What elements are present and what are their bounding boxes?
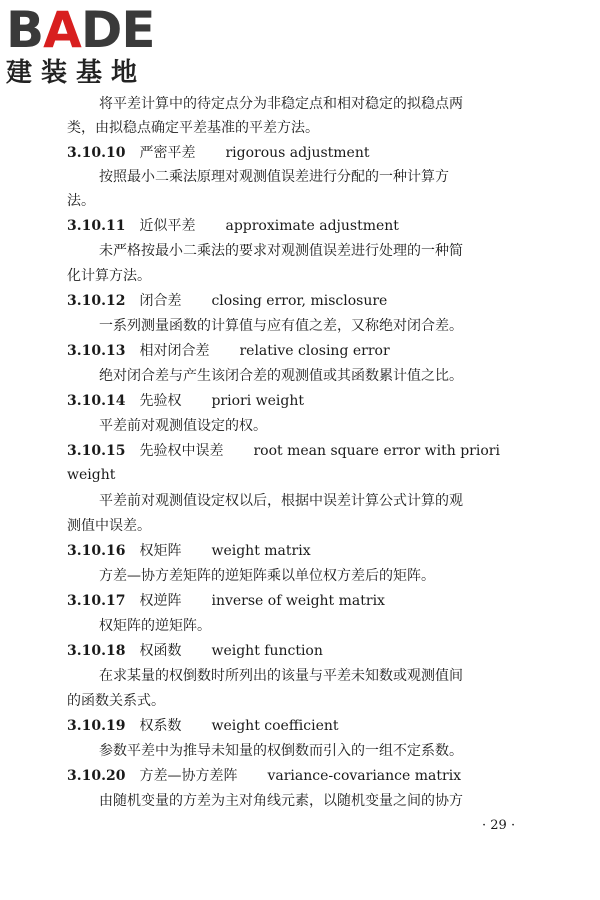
term-heading	[67, 340, 390, 362]
term-definition: 绝对闭合差与产生该闭合差的观测值或其函数累计值之比。	[99, 368, 463, 384]
term-heading	[67, 142, 369, 164]
term-heading	[67, 215, 399, 237]
term-number: 3.10.17	[67, 593, 126, 609]
term-heading	[67, 290, 387, 312]
intro-line-1: 将平差计算中的待定点分为非稳定点和相对稳定的拟稳点两	[99, 96, 463, 112]
term-chinese: 严密平差	[139, 145, 196, 161]
term-number: 3.10.19	[67, 718, 126, 734]
term-definition: 测值中误差。	[67, 518, 151, 534]
term-definition: 方差—协方差矩阵的逆矩阵乘以单位权方差后的矩阵。	[99, 568, 435, 584]
term-chinese: 权矩阵	[139, 543, 182, 559]
term-heading	[67, 590, 385, 612]
term-english: inverse of weight matrix	[211, 593, 385, 609]
brand-letter-b: B	[6, 1, 44, 59]
term-heading	[67, 640, 323, 662]
brand-letter-a: A	[43, 1, 81, 59]
term-definition: 未严格按最小二乘法的要求对观测值误差进行处理的一种简	[99, 243, 463, 259]
term-definition: 由随机变量的方差为主对角线元素，以随机变量之间的协方	[99, 793, 463, 809]
term-definition: 在求某量的权倒数时所列出的该量与平差未知数或观测值间	[99, 668, 463, 684]
term-heading	[67, 765, 461, 787]
term-chinese: 近似平差	[139, 218, 196, 234]
term-number: 3.10.13	[67, 343, 126, 359]
term-definition: 参数平差中为推导未知量的权倒数而引入的一组不定系数。	[99, 743, 463, 759]
term-chinese: 权逆阵	[139, 593, 182, 609]
term-english: rigorous adjustment	[225, 145, 370, 161]
term-chinese: 先验权	[139, 393, 182, 409]
term-chinese: 相对闭合差	[139, 343, 210, 359]
term-heading	[67, 440, 500, 462]
term-number: 3.10.10	[67, 145, 126, 161]
term-english: approximate adjustment	[225, 218, 399, 234]
term-english: priori weight	[211, 393, 304, 409]
intro-line-2: 类，由拟稳点确定平差基准的平差方法。	[67, 120, 319, 136]
term-chinese: 先验权中误差	[139, 443, 224, 459]
term-definition: 权矩阵的逆矩阵。	[99, 618, 211, 634]
term-chinese: 方差—协方差阵	[139, 768, 238, 784]
brand-subtitle: 建装基地	[6, 58, 147, 88]
term-english: weight coefficient	[211, 718, 339, 734]
term-definition: 一系列测量函数的计算值与应有值之差，又称绝对闭合差。	[99, 318, 463, 334]
term-number: 3.10.16	[67, 543, 126, 559]
term-english: variance-covariance matrix	[267, 768, 462, 784]
term-english: weight matrix	[211, 543, 311, 559]
term-number: 3.10.11	[67, 218, 126, 234]
brand-letters-de: DE	[80, 1, 155, 59]
term-definition: 平差前对观测值设定的权。	[99, 418, 267, 434]
term-heading	[67, 540, 311, 562]
term-english: relative closing error	[239, 343, 390, 359]
term-chinese: 权函数	[139, 643, 182, 659]
term-number: 3.10.15	[67, 443, 126, 459]
term-chinese: 闭合差	[139, 293, 182, 309]
term-english-continued: weight	[67, 467, 116, 483]
term-number: 3.10.18	[67, 643, 126, 659]
page-number: · 29 ·	[482, 818, 516, 833]
term-heading	[67, 390, 304, 412]
term-heading	[67, 715, 339, 737]
term-number: 3.10.20	[67, 768, 126, 784]
term-english: weight function	[211, 643, 323, 659]
term-definition: 平差前对观测值设定权以后，根据中误差计算公式计算的观	[99, 493, 463, 509]
term-definition: 按照最小二乘法原理对观测值误差进行分配的一种计算方	[99, 169, 449, 185]
term-definition: 法。	[67, 193, 95, 209]
term-definition: 化计算方法。	[67, 268, 151, 284]
term-english: root mean square error with priori	[253, 443, 500, 459]
term-definition: 的函数关系式。	[67, 693, 165, 709]
term-english: closing error, misclosure	[211, 293, 388, 309]
term-chinese: 权系数	[139, 718, 182, 734]
term-number: 3.10.12	[67, 293, 126, 309]
term-number: 3.10.14	[67, 393, 126, 409]
